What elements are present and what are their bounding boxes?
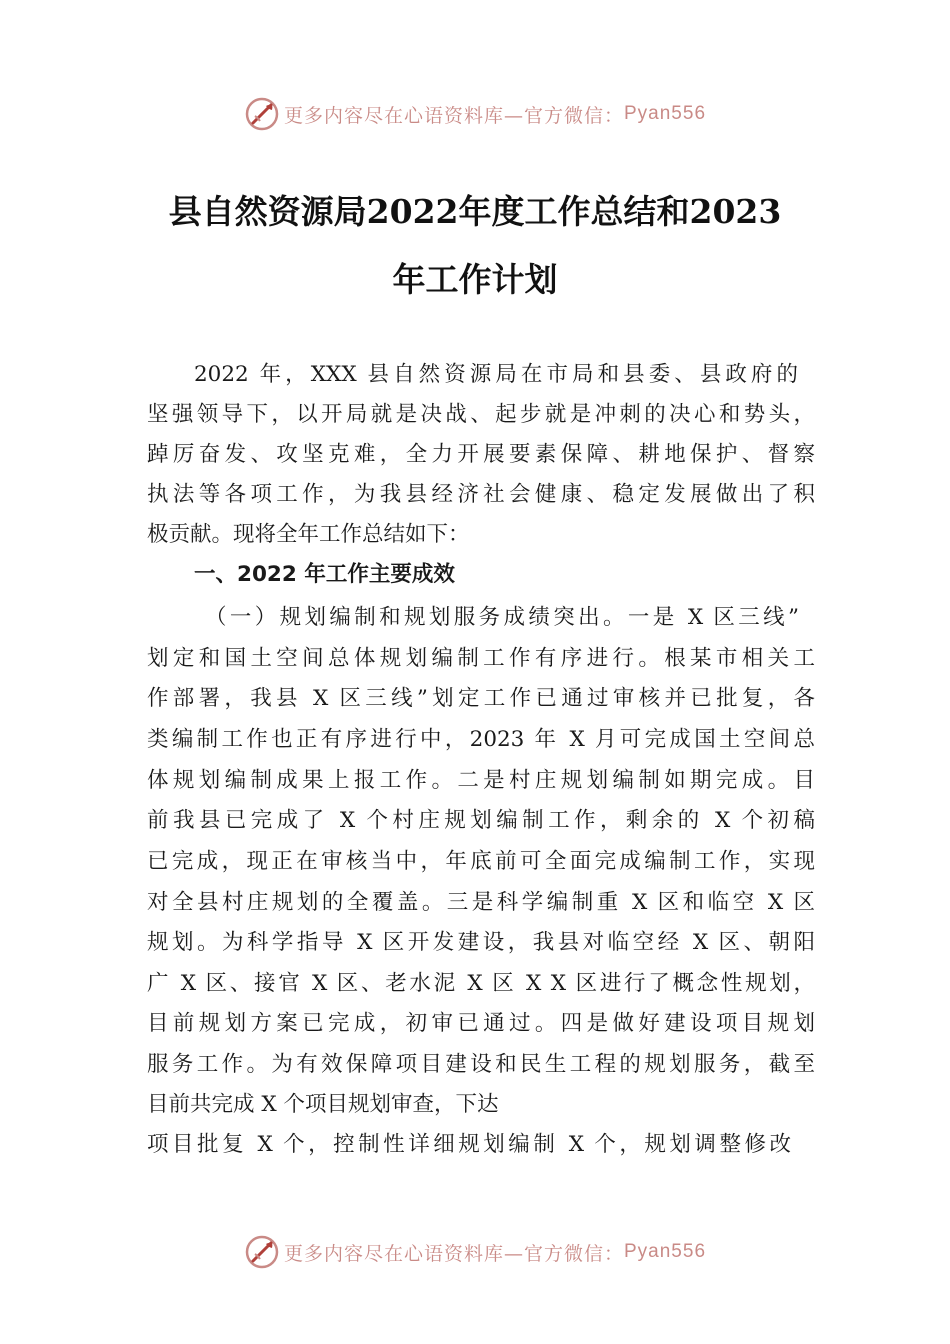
intro-line: 执法等各项工作，为我县经济社会健康、稳定发展做出了积 bbox=[147, 482, 815, 507]
document-title-line-1: 县自然资源局2022年度工作总结和2023 bbox=[168, 192, 782, 231]
header-watermark bbox=[0, 94, 950, 134]
body-line: 已完成，现正在审核当中，年底前可全面完成编制工作，实现 bbox=[147, 849, 815, 874]
quill-seal-icon bbox=[244, 1234, 280, 1270]
document-title-line-2: 年工作计划 bbox=[392, 260, 558, 299]
quill-seal-icon bbox=[244, 96, 280, 132]
body-line: 目前规划方案已完成，初审已通过。四是做好建设项目规划 bbox=[147, 1011, 815, 1036]
body-line: 作部署，我县 X 区三线”划定工作已通过审核并已批复，各 bbox=[147, 686, 815, 711]
intro-line: 2022 年，XXX 县自然资源局在市局和县委、县政府的 bbox=[194, 362, 798, 387]
body-line: 前我县已完成了 X 个村庄规划编制工作，剩余的 X 个初稿 bbox=[147, 808, 815, 833]
watermark-account: Pyan556 bbox=[624, 1241, 707, 1262]
body-line: 项目批复 X 个，控制性详细规划编制 X 个，规划调整修改 bbox=[147, 1132, 791, 1157]
body-line: 划定和国土空间总体规划编制工作有序进行。根某市相关工 bbox=[147, 646, 815, 671]
footer-watermark bbox=[0, 1232, 950, 1272]
body-line: 体规划编制成果上报工作。二是村庄规划编制如期完成。目 bbox=[147, 768, 815, 793]
body-line: （一）规划编制和规划服务成绩突出。一是 X 区三线” bbox=[205, 605, 799, 630]
watermark-text: 更多内容尽在心语资料库—官方微信： bbox=[283, 1242, 624, 1265]
watermark-account: Pyan556 bbox=[624, 103, 707, 124]
section-heading: 一、2022 年工作主要成效 bbox=[194, 562, 455, 587]
body-line: 类编制工作也正有序进行中，2023 年 X 月可完成国土空间总 bbox=[147, 727, 815, 752]
intro-line: 坚强领导下，以开局就是决战、起步就是冲刺的决心和势头， bbox=[147, 402, 815, 427]
intro-line: 踔厉奋发、攻坚克难，全力开展要素保障、耕地保护、督察 bbox=[147, 442, 815, 467]
body-line: 目前共完成 X 个项目规划审查，下达 bbox=[147, 1092, 499, 1117]
body-line: 广 X 区、接官 X 区、老水泥 X 区 X X 区进行了概念性规划， bbox=[147, 971, 815, 996]
body-line: 规划。为科学指导 X 区开发建设，我县对临空经 X 区、朝阳 bbox=[147, 930, 815, 955]
watermark-text: 更多内容尽在心语资料库—官方微信： bbox=[283, 104, 624, 127]
intro-line: 极贡献。现将全年工作总结如下： bbox=[147, 522, 470, 547]
body-line: 对全县村庄规划的全覆盖。三是科学编制重 X 区和临空 X 区 bbox=[147, 890, 815, 915]
body-line: 服务工作。为有效保障项目建设和民生工程的规划服务，截至 bbox=[147, 1052, 815, 1077]
